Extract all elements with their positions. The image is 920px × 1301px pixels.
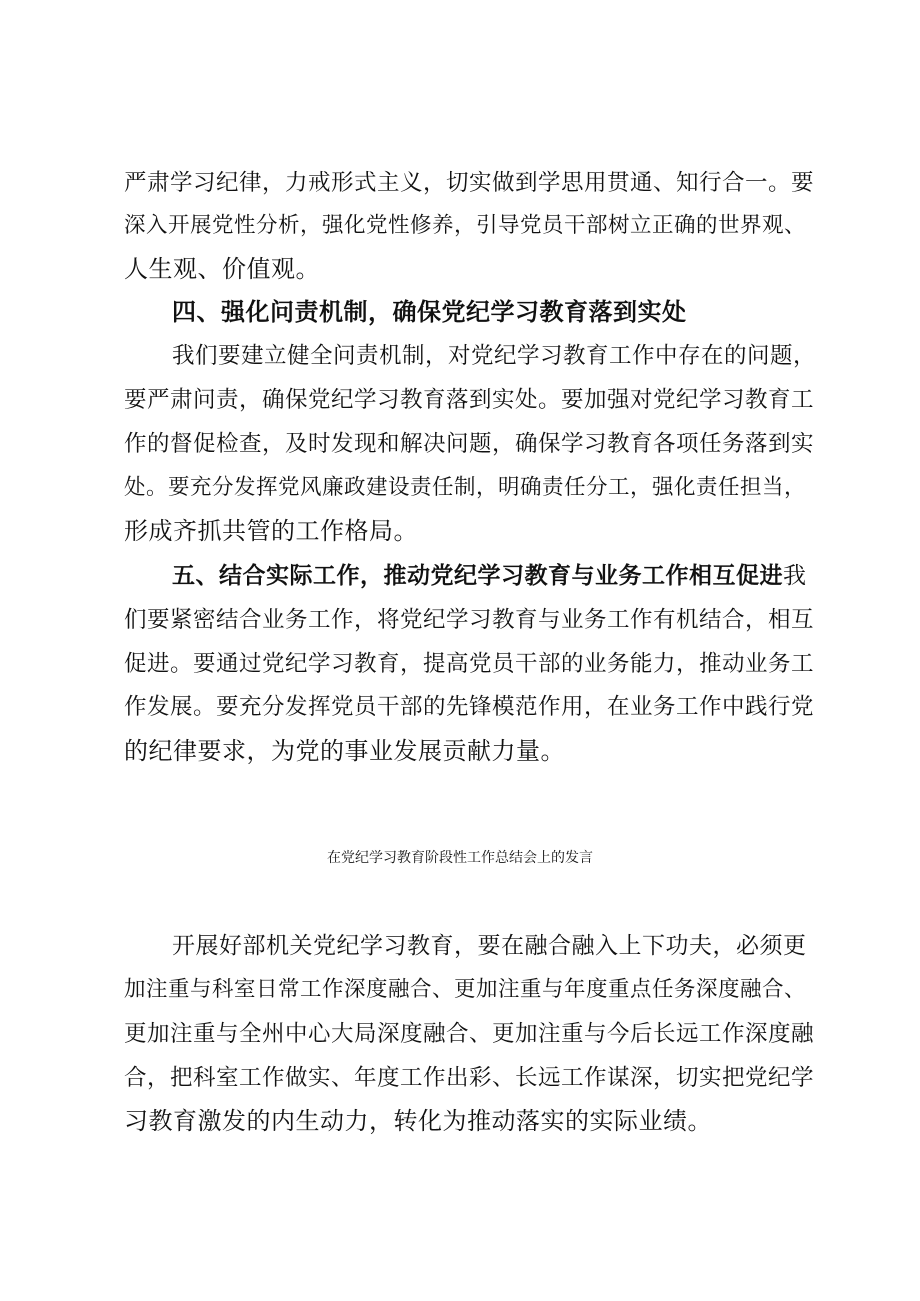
speech-line-3: 更加注重与全州中心大局深度融合、更加注重与今后长远工作深度融 [124, 1021, 815, 1047]
section-5-line-4: 的纪律要求，为党的事业发展贡献力量。 [124, 737, 565, 765]
section-4-heading: 四、强化问责机制，确保党纪学习教育落到实处 [172, 297, 687, 326]
paragraph-1-line-1: 严肃学习纪律，力戒形式主义，切实做到学思用贯通、知行合一。要 [124, 170, 815, 196]
speech-line-2: 加注重与科室日常工作深度融合、更加注重与年度重点任务深度融合、 [124, 977, 807, 1002]
paragraph-1-line-2: 深入开展党性分析，强化党性修养，引导党员干部树立正确的世界观、 [124, 213, 807, 238]
speech-line-4: 合，把科室工作做实、年度工作出彩、长远工作谋深，切实把党纪学 [124, 1065, 815, 1091]
section-4-line-3: 作的督促检查，及时发现和解决问题，确保学习教育各项任务落到实 [124, 431, 815, 457]
section-5-line-3: 作发展。要充分发挥党员干部的先锋模范作用，在业务工作中践行党 [124, 694, 815, 720]
section-5-first-line [172, 556, 807, 596]
speech-title: 在党纪学习教育阶段性工作总结会上的发言 [327, 850, 593, 866]
section-4-line-4: 处。要充分发挥党风廉政建设责任制，明确责任分工，强化责任担当， [124, 475, 807, 500]
section-5-line-2: 促进。要通过党纪学习教育，提高党员干部的业务能力，推动业务工 [124, 651, 815, 677]
section-5-heading: 五、结合实际工作，推动党纪学习教育与业务工作相互促进 [172, 562, 783, 589]
section-5-heading-tail: 我 [783, 563, 807, 589]
paragraph-1-line-3: 人生观、价值观。 [124, 255, 320, 283]
section-5-line-1: 们要紧密结合业务工作，将党纪学习教育与业务工作有机结合，相互 [124, 607, 815, 633]
speech-line-5: 习教育激发的内生动力，转化为推动落实的实际业绩。 [124, 1107, 712, 1135]
section-4-line-2: 要严肃问责，确保党纪学习教育落到实处。要加强对党纪学习教育工 [124, 387, 815, 413]
section-4-line-1: 我们要建立健全问责机制，对党纪学习教育工作中存在的问题， [172, 343, 817, 369]
section-4-line-5: 形成齐抓共管的工作格局。 [124, 517, 418, 545]
speech-line-1: 开展好部机关党纪学习教育，要在融合融入上下功夫，必须更 [172, 933, 807, 959]
